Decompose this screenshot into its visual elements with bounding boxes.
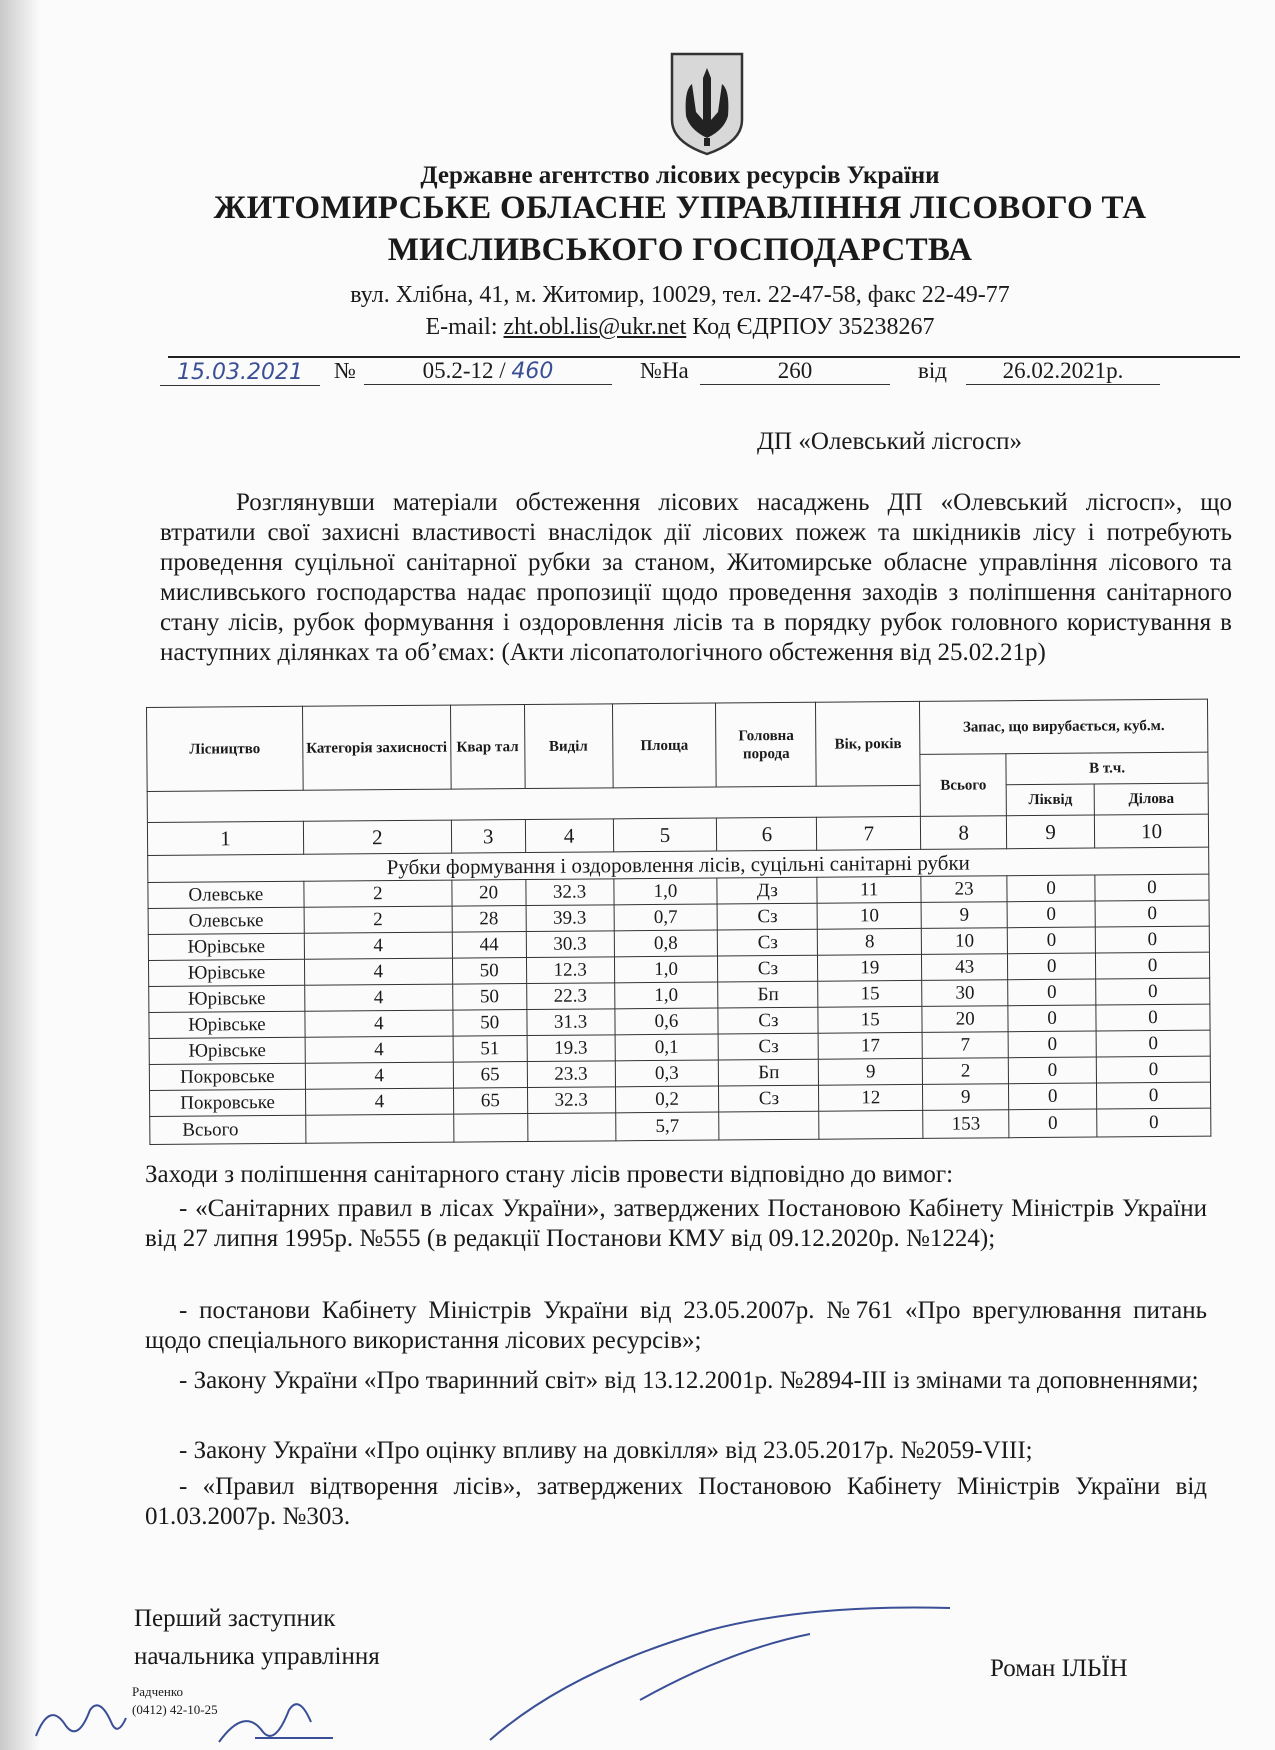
col-header-block: Квар тал (450, 705, 525, 790)
total-liquid: 0 (1009, 1109, 1097, 1138)
table-cell: 0 (1096, 1056, 1210, 1083)
table-cell: 0 (1007, 901, 1095, 928)
table-cell: 0 (1008, 1057, 1096, 1084)
col-header-section: Виділ (524, 704, 613, 789)
table-cell: 15 (818, 980, 922, 1007)
table-cell: 11 (817, 876, 921, 903)
signer-position (134, 1600, 380, 1676)
col-header-category: Категорія захисності (302, 705, 450, 790)
table-cell: 30.3 (526, 931, 614, 958)
agency-name: Державне агентство лісових ресурсів України (420, 162, 940, 189)
table-cell: 4 (305, 984, 453, 1011)
total-area: 5,7 (615, 1112, 719, 1141)
table-cell: 4 (305, 1010, 453, 1037)
total-stock: 153 (923, 1110, 1009, 1139)
table-cell: 23 (921, 876, 1007, 903)
initials-mark (30, 1690, 130, 1745)
table-cell: 0 (1097, 1082, 1211, 1109)
table-cell: Юрівське (149, 1037, 305, 1064)
table-cell: 9 (921, 902, 1007, 929)
table-cell: 22.3 (526, 983, 614, 1010)
col-header-including: В т.ч. (1006, 752, 1208, 785)
column-number: 6 (717, 817, 817, 851)
table-cell: 10 (921, 928, 1007, 955)
col-header-area: Площа (612, 703, 717, 788)
column-number: 8 (921, 816, 1007, 850)
signer-name: Роман ІЛЬЇН (990, 1655, 1128, 1682)
table-cell: 0 (1096, 952, 1210, 979)
table-cell: 1,0 (614, 982, 718, 1009)
table-cell: 0 (1095, 926, 1209, 953)
col-header-liquid: Ліквід (1006, 784, 1094, 816)
column-number: 7 (817, 816, 921, 850)
column-number: 3 (451, 820, 525, 854)
table-cell: 19 (818, 954, 922, 981)
table-cell: 1,0 (614, 956, 718, 983)
table-cell: 50 (452, 958, 526, 985)
table-cell: 0,6 (614, 1008, 718, 1035)
table-cell: 9 (923, 1084, 1009, 1111)
table-cell: 9 (819, 1058, 923, 1085)
table-cell: 12 (819, 1084, 923, 1111)
table-cell: 0 (1095, 874, 1209, 901)
executor-name: Радченко (132, 1684, 184, 1699)
table-cell: 2 (304, 880, 452, 907)
reply-number: 260 (700, 358, 890, 385)
table-cell: 28 (452, 906, 526, 933)
table-cell: 0,7 (614, 904, 718, 931)
requirement-item: - «Санітарних правил в лісах України», затверджених Постановою Кабінету Міністрів України від 27 липня 1995р. №555 (в редакції Постанови КМУ від 09.12.2020р. №1224); (145, 1195, 1207, 1252)
empty-cell (819, 1110, 923, 1139)
table-cell: 50 (452, 984, 526, 1011)
table-cell: 44 (452, 932, 526, 959)
felling-table (146, 699, 1211, 1145)
table-cell: 7 (922, 1032, 1008, 1059)
org-name-line2: МИСЛИВСЬКОГО ГОСПОДАРСТВА (387, 232, 973, 268)
table-cell: 32.3 (527, 1087, 615, 1114)
table-cell: 30 (922, 980, 1008, 1007)
intro-paragraph: Розглянувши матеріали обстеження лісових насаджень ДП «Олевський лісгосп», що втратили свої захисні властивості внаслідок дії лісових пожеж та шкідників лісу і потребують проведення суцільної санітарної рубки за станом, Житомирське обласне управління лісового та мисливського господарства надає пропозиції щодо проведення заходів з поліпшення санітарного стану лісів, рубок формування і оздоровлення лісів та в порядку рубок головного користування в наступних ділянках та об’ємах: (Акти лісопатологічного обстеження від 25.02.21р) (160, 489, 1232, 666)
table-cell: Олевське (148, 907, 304, 934)
table-cell: 50 (453, 1010, 527, 1037)
table-cell: 0,1 (615, 1034, 719, 1061)
number-prefix: 05.2-12 / (422, 358, 512, 383)
table-cell: 4 (305, 1062, 453, 1089)
table-cell: Олевське (148, 881, 304, 908)
number-handwritten: 460 (511, 359, 554, 384)
scan-shadow (0, 0, 40, 1750)
signature-image (480, 1590, 960, 1750)
table-cell: 4 (305, 1088, 453, 1115)
table-cell: 23.3 (527, 1061, 615, 1088)
position-line2: начальника управління (134, 1643, 380, 1670)
executor-info (132, 1683, 218, 1719)
table-cell: Сз (719, 1085, 819, 1112)
table-cell: 19.3 (527, 1035, 615, 1062)
org-address: вул. Хлібна, 41, м. Житомир, 10029, тел. 22-47-58, факс 22-49-77 (350, 282, 1010, 308)
table-cell: 65 (453, 1062, 527, 1089)
measures-intro: Заходи з поліпшення санітарного стану лісів провести відповідно до вимог: (145, 1161, 954, 1188)
table-cell: Юрівське (148, 933, 304, 960)
column-number: 2 (303, 820, 451, 854)
section-title: Рубки формування і оздоровлення лісів, суцільні санітарні рубки (148, 847, 1209, 882)
column-number: 10 (1094, 814, 1208, 848)
table-cell: Сз (718, 929, 818, 956)
from-label: від (918, 358, 947, 383)
col-header-stock: Запас, що вирубається, куб.м. (920, 699, 1208, 754)
outgoing-number (364, 358, 612, 385)
table-cell: 4 (304, 932, 452, 959)
reply-date: 26.02.2021р. (966, 358, 1160, 385)
table-cell: 0 (1096, 1004, 1210, 1031)
col-header-forestry: Лісництво (147, 706, 304, 791)
table-cell: Дз (717, 877, 817, 904)
table-cell: Сз (718, 955, 818, 982)
table-cell: Сз (718, 1007, 818, 1034)
reply-label: №На (640, 358, 689, 383)
table-cell: 31.3 (527, 1009, 615, 1036)
edrpou-code: Код ЄДРПОУ 35238267 (686, 314, 935, 340)
table-cell: Бп (719, 1059, 819, 1086)
approval-mark (215, 1692, 335, 1747)
table-cell: 0 (1095, 900, 1209, 927)
table-cell: 0 (1009, 1083, 1097, 1110)
table-cell: 10 (817, 902, 921, 929)
table-cell: Сз (718, 903, 818, 930)
col-header-species: Головна порода (716, 702, 817, 787)
table-cell: 51 (453, 1036, 527, 1063)
registration-line (160, 358, 1190, 394)
table-cell: 0 (1008, 1031, 1096, 1058)
requirement-item: - Закону України «Про оцінку впливу на довкілля» від 23.05.2017р. №2059-VIII; (179, 1437, 1033, 1464)
table-cell: Юрівське (149, 1011, 305, 1038)
table-cell: 0,3 (615, 1060, 719, 1087)
table-body (148, 874, 1211, 1116)
table-cell: 43 (922, 954, 1008, 981)
total-business: 0 (1097, 1108, 1211, 1137)
empty-cell (719, 1111, 819, 1140)
table-cell: 20 (452, 880, 526, 907)
table-cell: 0,2 (615, 1086, 719, 1113)
table-cell: Сз (719, 1033, 819, 1060)
table-cell: 65 (453, 1088, 527, 1115)
requirement-item: - Закону України «Про тваринний світ» від 13.12.2001р. №2894-ІІІ із змінами та доповненнями; (179, 1367, 1199, 1394)
recipient: ДП «Олевський лісгосп» (757, 428, 1023, 455)
table-cell: Юрівське (149, 985, 305, 1012)
table-cell: 0 (1007, 927, 1095, 954)
empty-cell (306, 1114, 454, 1143)
number-label: № (334, 358, 356, 383)
contact-line (150, 314, 1210, 341)
column-number: 1 (147, 821, 303, 855)
table-cell: 1,0 (613, 878, 717, 905)
email-label: E-mail: (425, 314, 504, 340)
empty-cell (453, 1114, 527, 1143)
table-cell: 0 (1096, 978, 1210, 1005)
table-cell: Бп (718, 981, 818, 1008)
table-cell: Покровське (149, 1063, 305, 1090)
table-cell: Юрівське (148, 959, 304, 986)
column-number: 9 (1007, 815, 1095, 849)
table-cell: 17 (818, 1032, 922, 1059)
outgoing-date: 15.03.2021 (160, 360, 320, 386)
table-cell: 32.3 (526, 879, 614, 906)
executor-phone: (0412) 42-10-25 (132, 1702, 218, 1717)
table-cell: 2 (304, 906, 452, 933)
col-header-age: Вік, років (816, 701, 921, 786)
table-cell: 0 (1007, 875, 1095, 902)
column-number: 5 (613, 818, 717, 852)
position-line1: Перший заступник (134, 1605, 336, 1632)
email-link[interactable]: zht.obl.lis@ukr.net (503, 314, 687, 340)
table-cell: 0 (1008, 1005, 1096, 1032)
table-cell: 8 (818, 928, 922, 955)
table-cell: 4 (305, 1036, 453, 1063)
col-header-total: Всього (920, 754, 1006, 817)
requirement-item: - «Правил відтворення лісів», затверджених Постановою Кабінету Міністрів України від 01.03.2007р. №303. (145, 1473, 1207, 1530)
table-cell: 12.3 (526, 957, 614, 984)
requirement-item: - постанови Кабінету Міністрів України від 23.05.2007р. №761 «Про врегулювання питань щодо спеціального використання лісових ресурсів»; (145, 1297, 1207, 1354)
table-cell: 0 (1008, 953, 1096, 980)
empty-cell (527, 1113, 615, 1142)
table-cell: 0,8 (614, 930, 718, 957)
table-cell: Покровське (150, 1089, 306, 1116)
total-label: Всього (150, 1115, 306, 1144)
org-name-line1: ЖИТОМИРСЬКЕ ОБЛАСНЕ УПРАВЛІННЯ ЛІСОВОГО ТА (213, 190, 1147, 226)
table-cell: 39.3 (526, 905, 614, 932)
table-cell: 15 (818, 1006, 922, 1033)
col-header-business: Ділова (1094, 783, 1208, 815)
table-cell: 2 (923, 1058, 1009, 1085)
table-cell: 20 (922, 1006, 1008, 1033)
table-cell: 0 (1096, 1030, 1210, 1057)
column-number: 4 (525, 819, 613, 853)
table-cell: 0 (1008, 979, 1096, 1006)
table-cell: 4 (304, 958, 452, 985)
coat-of-arms-icon (668, 50, 746, 156)
